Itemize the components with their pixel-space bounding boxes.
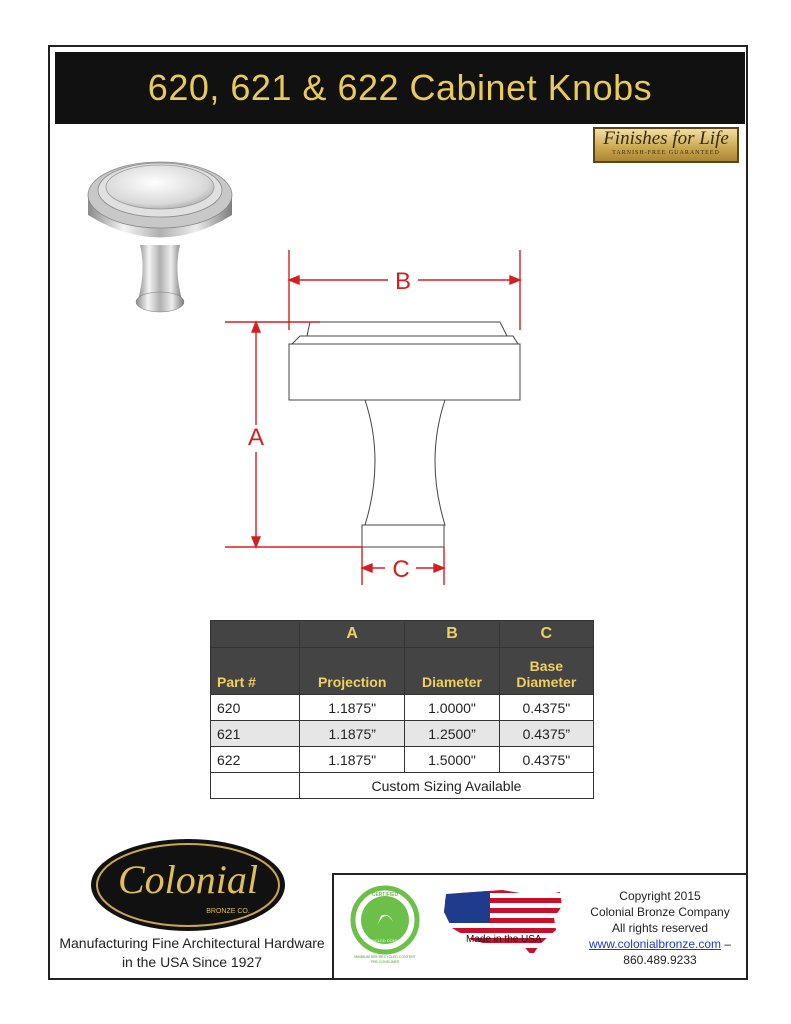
- dimension-b-label: B: [394, 268, 412, 295]
- usa-flag-map: [442, 888, 564, 958]
- phone-number: 860.489.9233: [623, 953, 697, 967]
- copyright-line2: Colonial Bronze Company: [590, 905, 730, 919]
- made-in-usa-label: Made in the USA: [466, 934, 542, 945]
- cell-diameter: 1.2500”: [405, 721, 499, 747]
- copyright-line3: All rights reserved: [611, 921, 709, 935]
- badge-line1: Finishes for Life: [603, 128, 729, 149]
- copyright-line1: Copyright 2015: [619, 889, 701, 903]
- cell-part: 621: [211, 721, 300, 747]
- table-note-row: [211, 773, 594, 799]
- cell-diameter: 1.5000": [405, 747, 499, 773]
- logo-name: Colonial: [117, 857, 259, 902]
- header-projection: Projection: [300, 648, 405, 695]
- header-part: Part #: [211, 648, 300, 695]
- header-base-diameter-word: Diameter: [516, 674, 577, 690]
- cell-base-diameter: 0.4375”: [499, 721, 593, 747]
- table-row: [211, 747, 594, 773]
- seal-top: CERTIFIED: [371, 892, 399, 898]
- cell-projection: 1.1875": [300, 747, 405, 773]
- header-base-diameter: [499, 648, 593, 695]
- seal-bottom2: PRE-CONSUMER: [370, 960, 400, 964]
- title-text: 620, 621 & 622 Cabinet Knobs: [147, 67, 653, 108]
- table-header-names: [211, 648, 594, 695]
- header-base: Base: [529, 658, 564, 674]
- table-row: [211, 695, 594, 721]
- cell-base-diameter: 0.4375": [499, 747, 593, 773]
- table-header-letters: [211, 621, 594, 648]
- website-link[interactable]: www.colonialbronze.com: [588, 937, 722, 951]
- tagline-line2: in the USA Since 1927: [121, 954, 263, 970]
- cell-base-diameter: 0.4375": [499, 695, 593, 721]
- seal-bottom1: MINIMUM 50% RECYCLED CONTENT: [354, 955, 416, 959]
- dimension-a-label: A: [247, 424, 265, 451]
- cell-part: 622: [211, 747, 300, 773]
- cell-part: 620: [211, 695, 300, 721]
- badge-line2: TARNISH-FREE GUARANTEED: [612, 150, 720, 156]
- colonial-bronze-logo: [88, 835, 288, 935]
- contact-line: [575, 936, 745, 952]
- logo-sub: BRONZE CO.: [206, 908, 250, 915]
- table-row: [211, 721, 594, 747]
- tagline-line1: Manufacturing Fine Architectural Hardware: [59, 935, 325, 951]
- custom-sizing-note: Custom Sizing Available: [300, 773, 594, 799]
- copyright-block: [575, 888, 745, 968]
- specification-table: [210, 620, 594, 799]
- header-blank: [211, 621, 300, 648]
- dimension-c-label: C: [392, 556, 410, 583]
- cell-projection: 1.1875”: [300, 721, 405, 747]
- note-blank: [211, 773, 300, 799]
- header-letter-a: A: [300, 621, 405, 648]
- cell-diameter: 1.0000": [405, 695, 499, 721]
- tagline: [52, 934, 332, 972]
- seal-ring: RECYCLED CONTENT: [363, 938, 407, 943]
- header-letter-b: B: [405, 621, 499, 648]
- cell-projection: 1.1875": [300, 695, 405, 721]
- header-letter-c: C: [499, 621, 593, 648]
- dash: –: [721, 937, 732, 951]
- header-diameter: Diameter: [405, 648, 499, 695]
- recycled-content-seal: [343, 882, 427, 966]
